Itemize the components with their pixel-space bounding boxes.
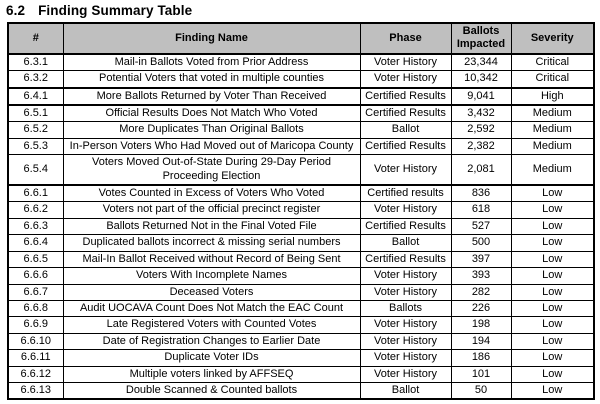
ballots-impacted-cell: 282 (451, 284, 511, 300)
phase-cell: Certified Results (360, 105, 451, 122)
severity-cell: Medium (511, 155, 594, 185)
finding-name-cell: Potential Voters that voted in multiple counties (63, 71, 360, 88)
phase-cell: Ballot (360, 235, 451, 251)
finding-id-cell: 6.5.2 (8, 122, 63, 138)
finding-name-cell: Double Scanned & Counted ballots (63, 382, 360, 399)
finding-id-cell: 6.6.4 (8, 235, 63, 251)
ballots-impacted-cell: 2,081 (451, 155, 511, 185)
severity-cell: Low (511, 218, 594, 234)
finding-name-cell: Voters With Incomplete Names (63, 268, 360, 284)
severity-cell: Low (511, 366, 594, 382)
finding-id-cell: 6.6.10 (8, 333, 63, 349)
phase-cell: Certified Results (360, 138, 451, 154)
finding-name-cell: Votes Counted in Excess of Voters Who Voted (63, 185, 360, 202)
severity-cell: Critical (511, 54, 594, 71)
table-row (8, 185, 594, 202)
finding-name-cell: In-Person Voters Who Had Moved out of Maricopa County (63, 138, 360, 154)
column-header-number: # (8, 23, 63, 54)
ballots-impacted-cell: 393 (451, 268, 511, 284)
table-row (8, 333, 594, 349)
severity-cell: Low (511, 251, 594, 267)
finding-name-cell: Date of Registration Changes to Earlier Date (63, 333, 360, 349)
finding-id-cell: 6.5.3 (8, 138, 63, 154)
finding-id-cell: 6.5.4 (8, 155, 63, 185)
table-row (8, 202, 594, 218)
finding-id-cell: 6.3.2 (8, 71, 63, 88)
finding-name-cell: Audit UOCAVA Count Does Not Match the EAC Count (63, 300, 360, 316)
finding-id-cell: 6.3.1 (8, 54, 63, 71)
finding-name-cell: Mail-in Ballots Voted from Prior Address (63, 54, 360, 71)
phase-cell: Ballot (360, 122, 451, 138)
table-row (8, 155, 594, 185)
section-number: 6.2 (6, 3, 26, 18)
table-row (8, 88, 594, 105)
severity-cell: Low (511, 333, 594, 349)
table-row (8, 317, 594, 333)
severity-cell: Low (511, 268, 594, 284)
phase-cell: Ballot (360, 382, 451, 399)
phase-cell: Voter History (360, 202, 451, 218)
finding-id-cell: 6.6.5 (8, 251, 63, 267)
header-row (8, 23, 594, 54)
finding-id-cell: 6.6.11 (8, 350, 63, 366)
severity-cell: Low (511, 350, 594, 366)
severity-cell: Low (511, 235, 594, 251)
phase-cell: Ballots (360, 300, 451, 316)
phase-cell: Certified Results (360, 218, 451, 234)
table-row (8, 366, 594, 382)
severity-cell: Low (511, 300, 594, 316)
phase-cell: Voter History (360, 366, 451, 382)
column-header-ballots-impacted: Ballots Impacted (451, 23, 511, 54)
finding-name-cell: Deceased Voters (63, 284, 360, 300)
ballots-impacted-cell: 2,382 (451, 138, 511, 154)
ballots-impacted-cell: 3,432 (451, 105, 511, 122)
table-row (8, 300, 594, 316)
page-title (0, 0, 600, 22)
severity-cell: Medium (511, 122, 594, 138)
ballots-impacted-cell: 527 (451, 218, 511, 234)
table-row (8, 105, 594, 122)
table-row (8, 54, 594, 71)
phase-cell: Certified results (360, 185, 451, 202)
finding-name-cell: Ballots Returned Not in the Final Voted File (63, 218, 360, 234)
phase-cell: Voter History (360, 71, 451, 88)
finding-id-cell: 6.6.13 (8, 382, 63, 399)
severity-cell: Medium (511, 138, 594, 154)
finding-id-cell: 6.6.3 (8, 218, 63, 234)
finding-id-cell: 6.5.1 (8, 105, 63, 122)
table-row (8, 235, 594, 251)
finding-id-cell: 6.6.9 (8, 317, 63, 333)
severity-cell: High (511, 88, 594, 105)
finding-name-cell: Late Registered Voters with Counted Votes (63, 317, 360, 333)
finding-name-cell: Voters not part of the official precinct register (63, 202, 360, 218)
finding-id-cell: 6.6.8 (8, 300, 63, 316)
finding-id-cell: 6.6.2 (8, 202, 63, 218)
finding-name-cell: Duplicate Voter IDs (63, 350, 360, 366)
table-row (8, 218, 594, 234)
finding-name-cell: More Ballots Returned by Voter Than Received (63, 88, 360, 105)
severity-cell: Low (511, 185, 594, 202)
finding-name-cell: Mail-In Ballot Received without Record of Being Sent (63, 251, 360, 267)
phase-cell: Voter History (360, 317, 451, 333)
severity-cell: Low (511, 284, 594, 300)
ballots-impacted-cell: 226 (451, 300, 511, 316)
table-row (8, 382, 594, 399)
findings-table-body (8, 54, 594, 400)
ballots-impacted-cell: 50 (451, 382, 511, 399)
finding-name-cell: Duplicated ballots incorrect & missing serial numbers (63, 235, 360, 251)
severity-cell: Critical (511, 71, 594, 88)
finding-name-cell: Voters Moved Out-of-State During 29-Day Period Proceeding Election (63, 155, 360, 185)
table-row (8, 350, 594, 366)
ballots-impacted-cell: 194 (451, 333, 511, 349)
phase-cell: Voter History (360, 268, 451, 284)
ballots-impacted-cell: 618 (451, 202, 511, 218)
finding-id-cell: 6.6.6 (8, 268, 63, 284)
phase-cell: Certified Results (360, 251, 451, 267)
phase-cell: Certified Results (360, 88, 451, 105)
ballots-impacted-cell: 101 (451, 366, 511, 382)
ballots-impacted-cell: 23,344 (451, 54, 511, 71)
severity-cell: Low (511, 317, 594, 333)
ballots-impacted-cell: 186 (451, 350, 511, 366)
column-header-finding-name: Finding Name (63, 23, 360, 54)
finding-id-cell: 6.6.12 (8, 366, 63, 382)
column-header-severity: Severity (511, 23, 594, 54)
finding-id-cell: 6.4.1 (8, 88, 63, 105)
ballots-impacted-cell: 836 (451, 185, 511, 202)
phase-cell: Voter History (360, 54, 451, 71)
ballots-impacted-cell: 10,342 (451, 71, 511, 88)
phase-cell: Voter History (360, 155, 451, 185)
finding-id-cell: 6.6.7 (8, 284, 63, 300)
ballots-impacted-cell: 500 (451, 235, 511, 251)
table-row (8, 138, 594, 154)
finding-name-cell: More Duplicates Than Original Ballots (63, 122, 360, 138)
column-header-phase: Phase (360, 23, 451, 54)
table-header (8, 23, 594, 54)
phase-cell: Voter History (360, 284, 451, 300)
finding-name-cell: Official Results Does Not Match Who Voted (63, 105, 360, 122)
severity-cell: Low (511, 382, 594, 399)
table-row (8, 251, 594, 267)
finding-summary-table (7, 22, 595, 400)
ballots-impacted-cell: 2,592 (451, 122, 511, 138)
phase-cell: Voter History (360, 333, 451, 349)
table-row (8, 122, 594, 138)
ballots-impacted-cell: 397 (451, 251, 511, 267)
table-row (8, 268, 594, 284)
severity-cell: Medium (511, 105, 594, 122)
finding-id-cell: 6.6.1 (8, 185, 63, 202)
section-title: Finding Summary Table (38, 3, 193, 18)
phase-cell: Voter History (360, 350, 451, 366)
table-row (8, 71, 594, 88)
table-row (8, 284, 594, 300)
ballots-impacted-cell: 198 (451, 317, 511, 333)
severity-cell: Low (511, 202, 594, 218)
ballots-impacted-cell: 9,041 (451, 88, 511, 105)
finding-name-cell: Multiple voters linked by AFFSEQ (63, 366, 360, 382)
